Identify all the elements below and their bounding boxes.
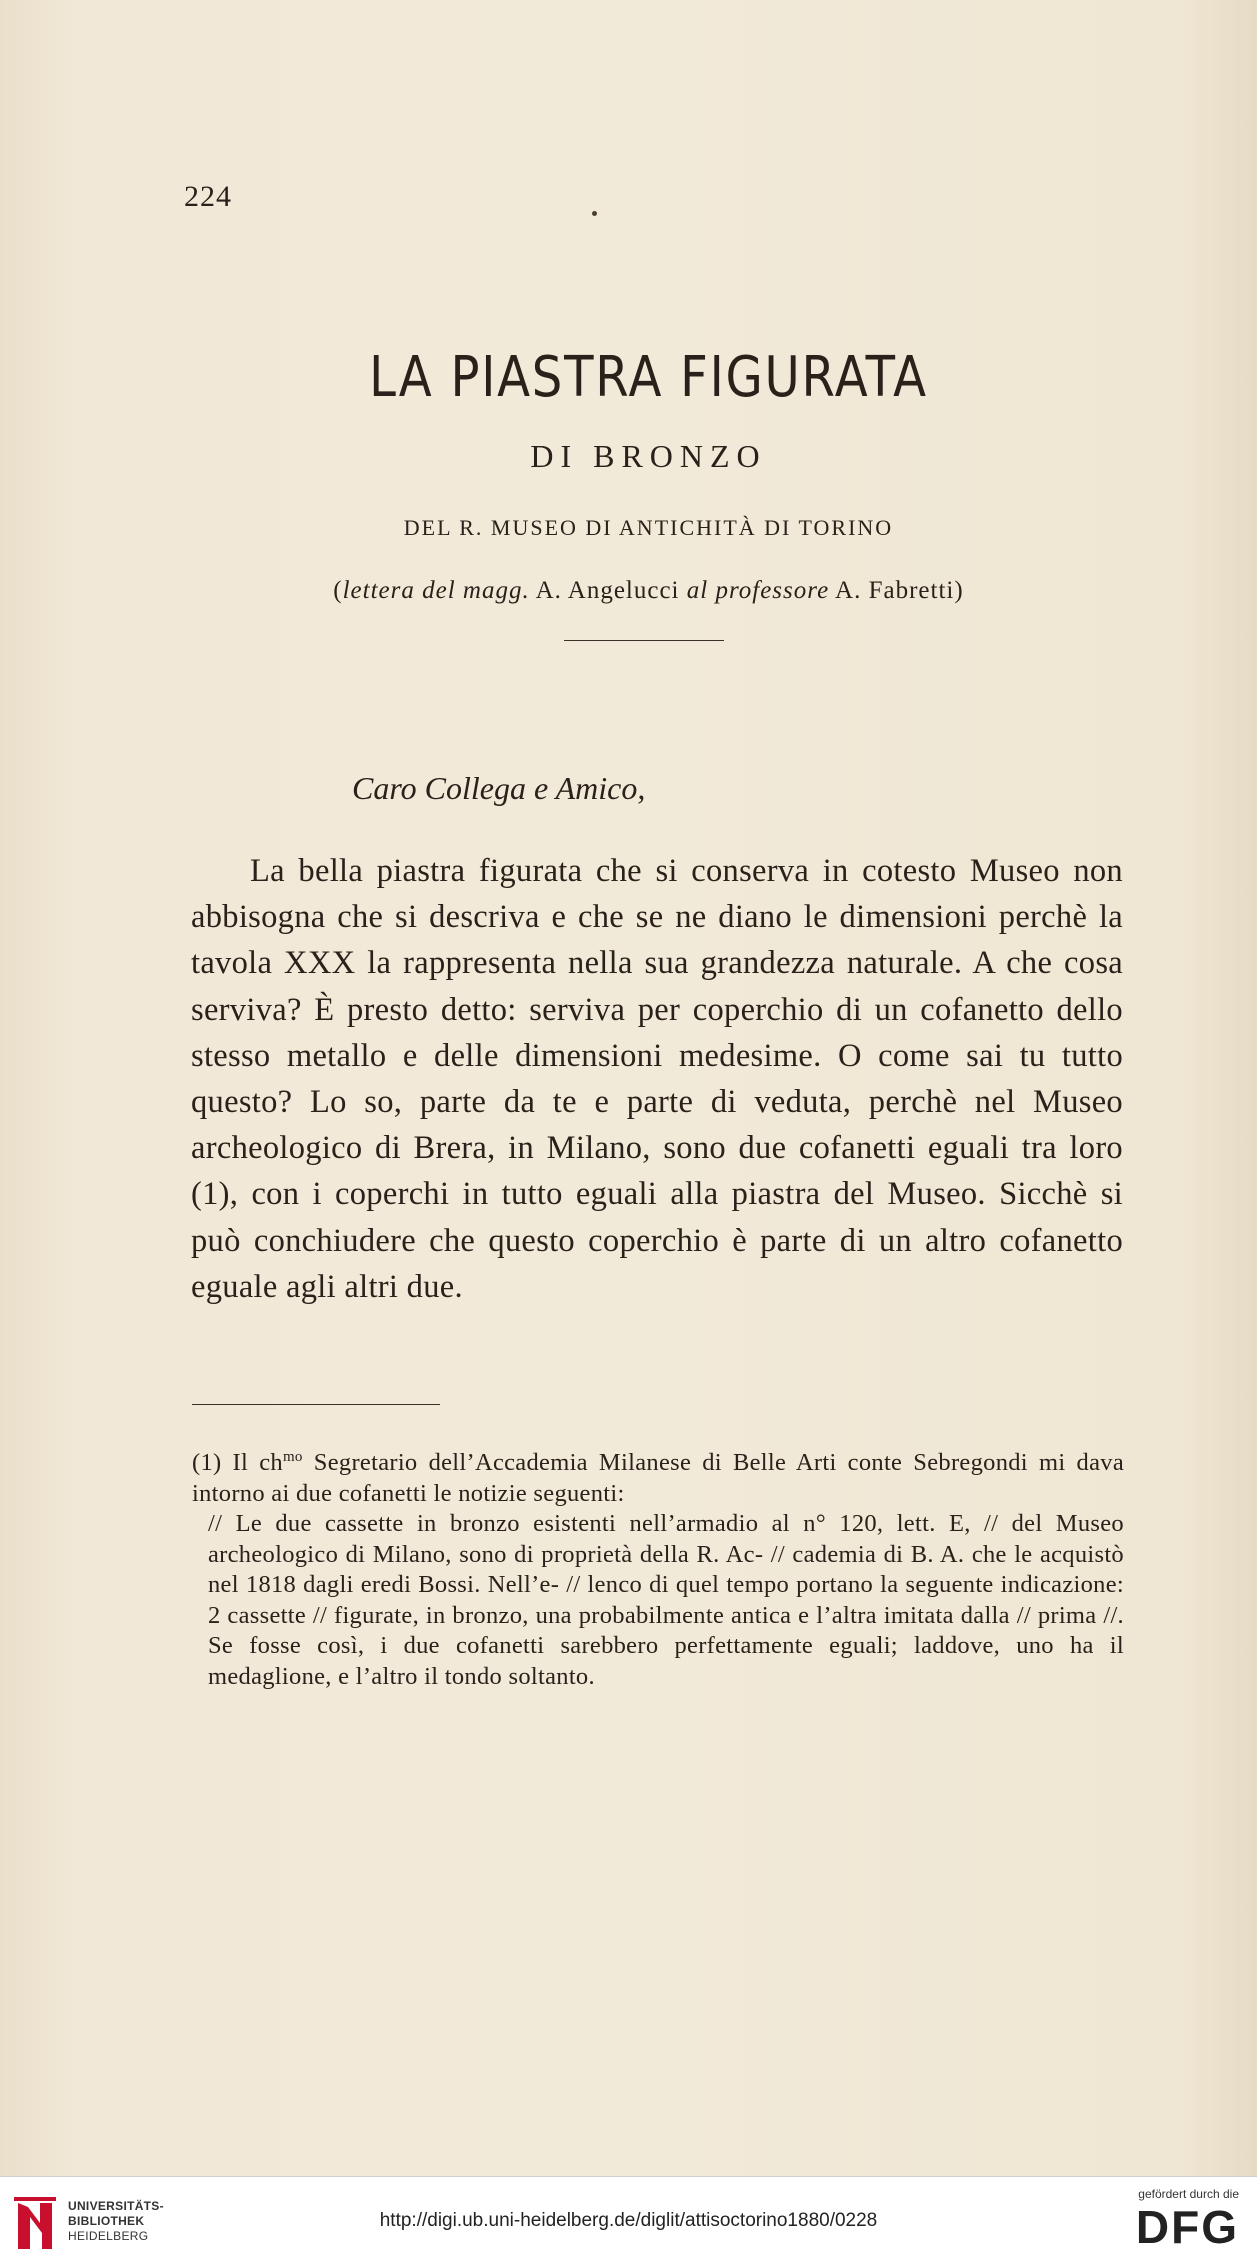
title-divider xyxy=(564,640,724,641)
sponsor-label: gefördert durch die xyxy=(1138,2187,1239,2201)
footnote-quote: // Le due cassette in bronzo esistenti nell’armadio al n° 120, lett. E, // del Museo archeologico di Milano, sono di proprietà della R. Ac- // cademia di B. A. che le acquistò nel 1818 dagli eredi Bossi. Nell’e- // lenco di quel tempo portano la seguente indicazione: 2 cassette // figurate, in bronzo, una probabilmente antica e l’altra imitata dalla // prima //. Se fosse così, i due cofanetti sarebbero perfettamente eguali; laddove, uno ha il medaglione, e l’altro il tondo soltanto. xyxy=(208,1510,1124,1690)
footnote-divider xyxy=(192,1404,440,1405)
body-paragraph: La bella piastra figurata che si conserva in cotesto Museo non abbisogna che si descriva e che se ne diano le dimensioni perchè la tavola XXX la rappresenta nella sua grandezza naturale. A che cosa serviva? È presto detto: serviva per coperchio di un cofanetto dello stesso metallo e delle dimensioni medesime. O come sai tu tutto questo? Lo so, parte da te e parte di veduta, perchè nel Museo archeologico di Brera, in Milano, sono due cofanetti eguali tra loro (1), con i coperchi in tutto eguali alla piastra del Museo. Sicchè si può conchiudere che questo coperchio è parte di un altro cofanetto eguale agli altri due. xyxy=(191,853,1123,1305)
page-number: 224 xyxy=(184,180,232,213)
viewer-footer xyxy=(0,2176,1257,2267)
footnote-intro: (1) Il $ch^{mo}$ Segretario dell’Accademia Milanese di Belle Arti conte Sebregondi mi dava intorno ai due cofanetti le notizie seguenti: xyxy=(192,1449,1124,1507)
article-subtitle: DI BRONZO xyxy=(530,438,767,474)
ink-dot xyxy=(592,211,597,216)
attribution-line: (lettera del magg. A. Angelucci al professore A. Fabretti) xyxy=(333,577,964,604)
permalink-url[interactable]: http://digi.ub.uni-heidelberg.de/diglit/attisoctorino1880/0228 xyxy=(379,2210,878,2231)
salutation: Caro Collega e Amico, xyxy=(352,770,646,806)
sponsor-block xyxy=(1136,2187,1239,2253)
dfg-logo: DFG xyxy=(1135,2201,1239,2253)
museum-line: DEL R. MUSEO DI ANTICHITÀ DI TORINO xyxy=(403,515,894,540)
library-name: UNIVERSITÄTS- BIBLIOTHEK HEIDELBERG xyxy=(68,2199,164,2243)
footnote xyxy=(192,1442,1124,1692)
article-title: LA PIASTRA FIGURATA xyxy=(369,345,928,410)
